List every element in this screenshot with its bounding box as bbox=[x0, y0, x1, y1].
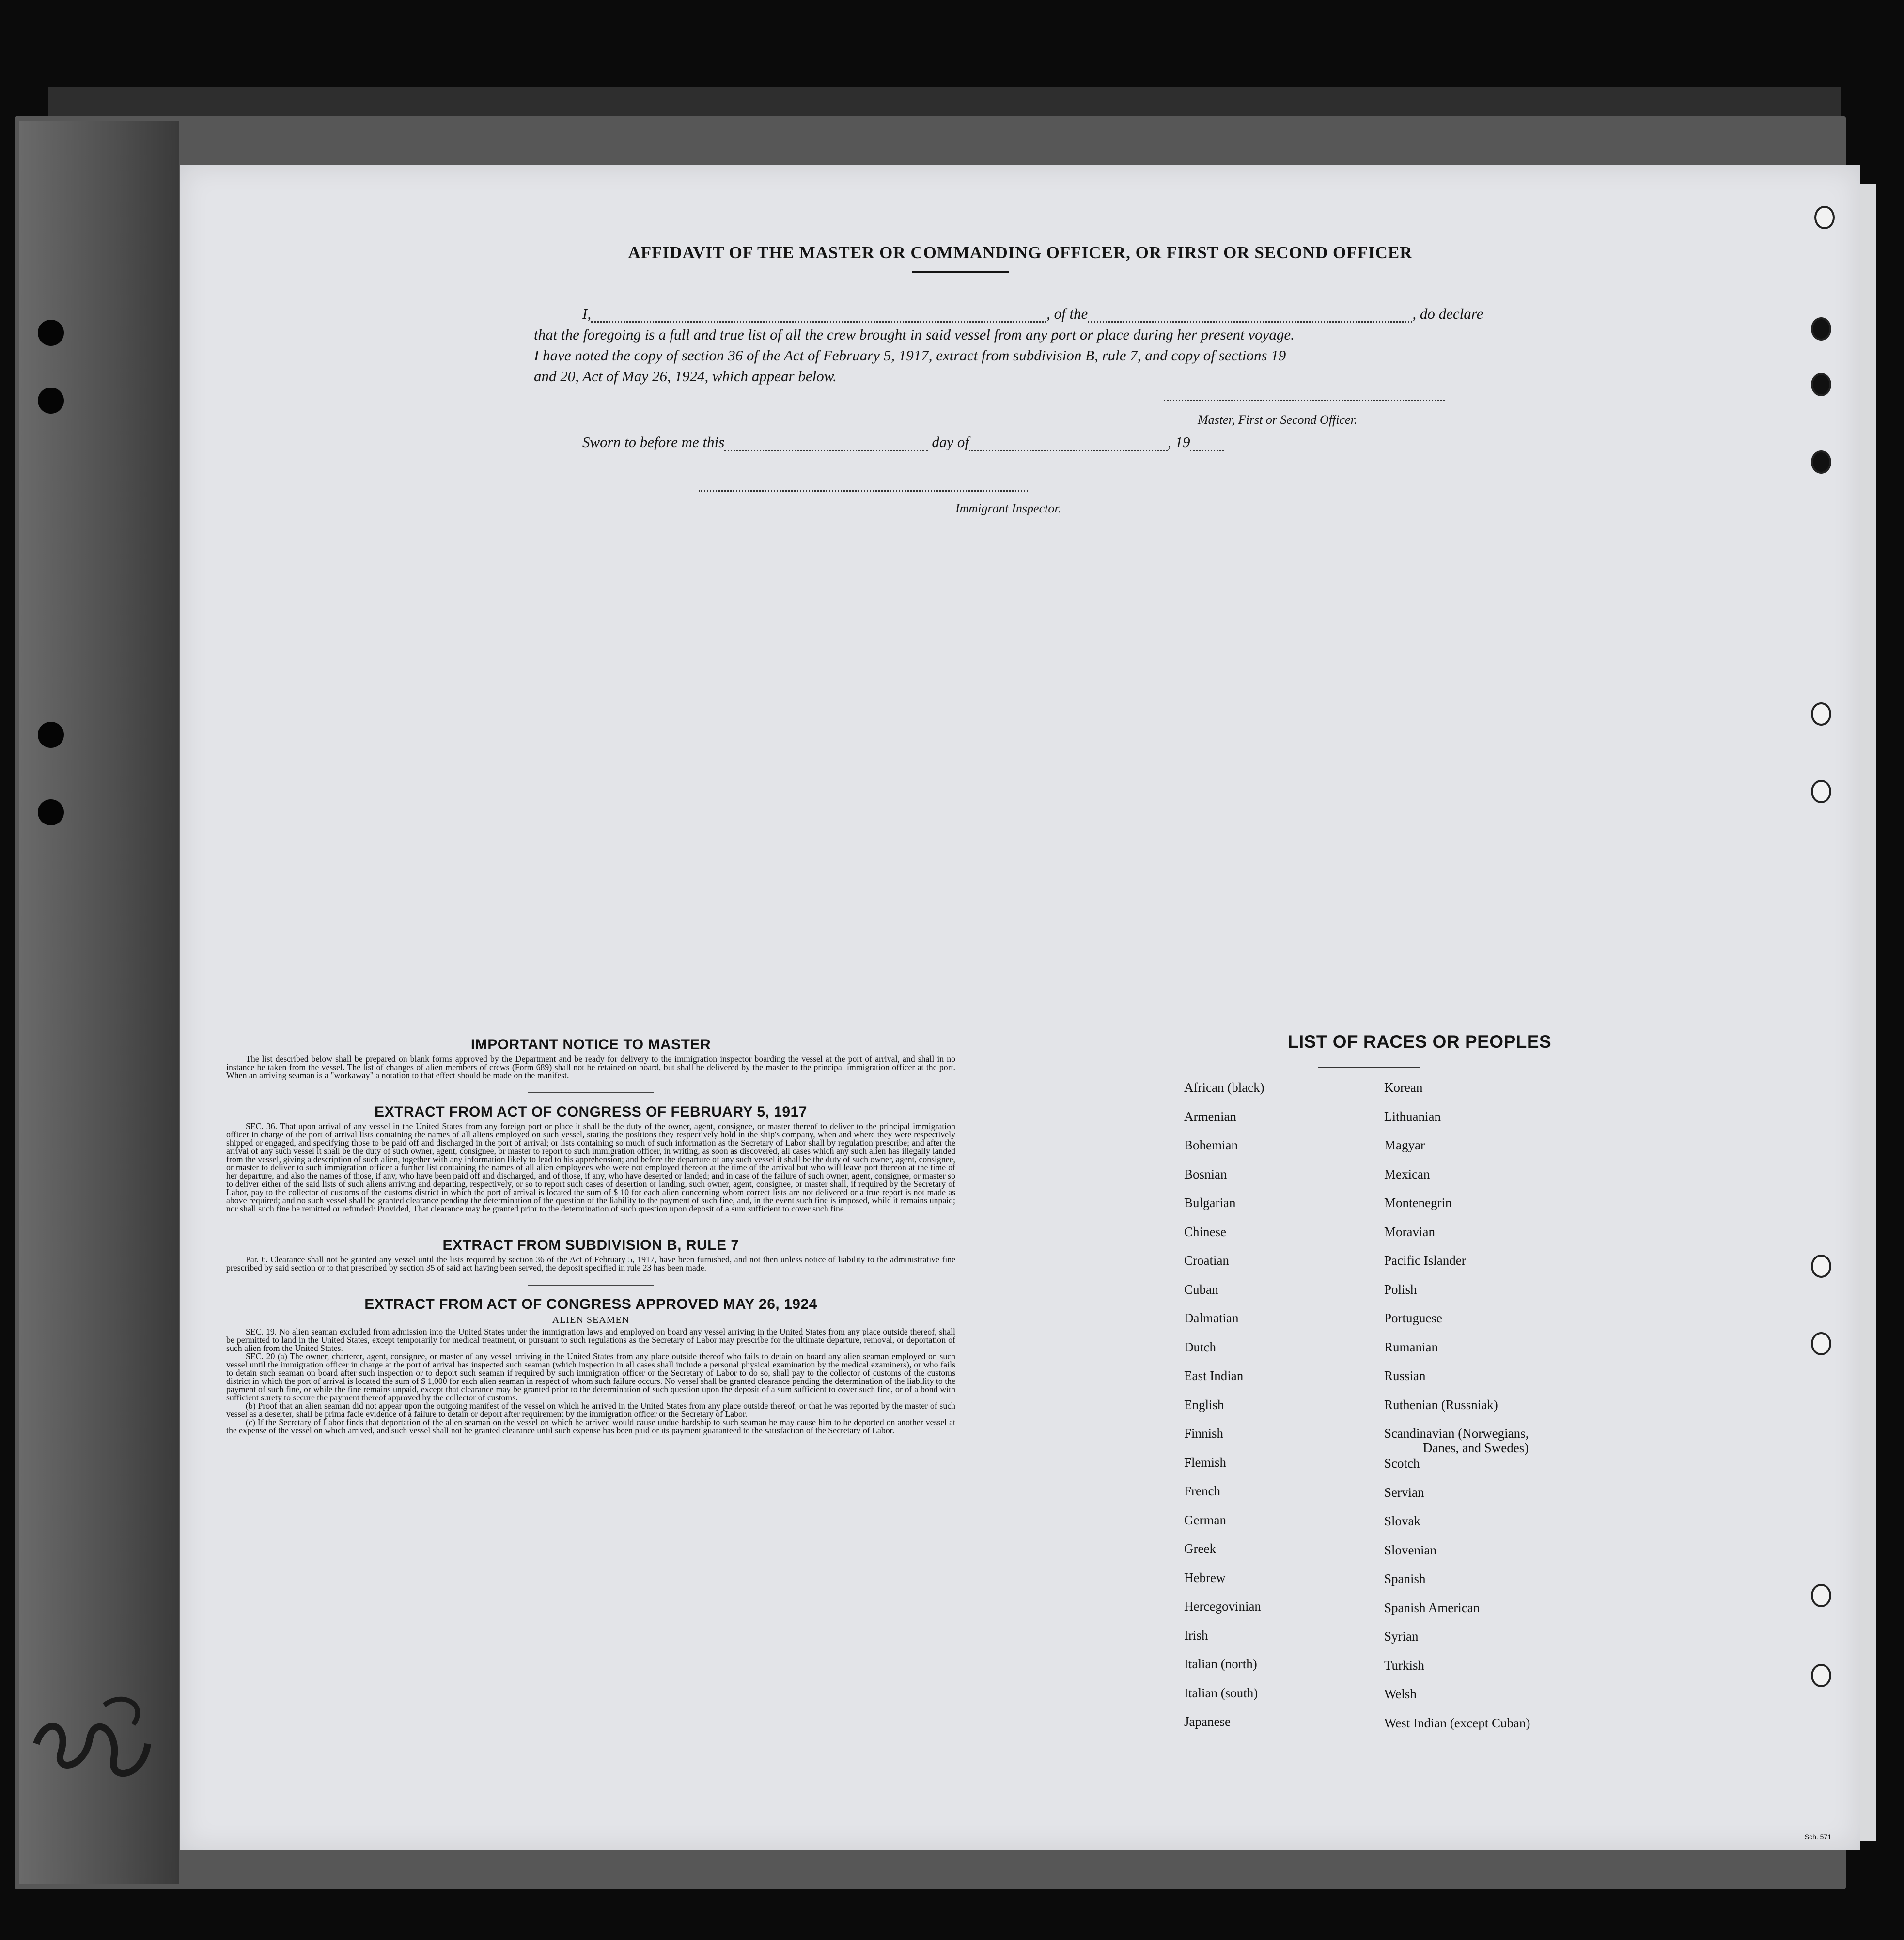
race-item: Rumanian bbox=[1384, 1340, 1438, 1354]
sec36-text: SEC. 36. That upon arrival of any vessel in the United States from any foreign port or place it shall be the duty of the owner, agent, consignee, or master thereof to deliver to the principal immigration officer in charge of the port of arrival lists containing the names of all aliens employed on such vessel, stating the positions they respectively hold in the ship's company, when and where they were respectively shipped or engaged, and specifying those to be paid off and discharged in the port of arrival; or lists containing so much of such information as the Secretary of Labor shall by regulation prescribe; and after the arrival of any such vessel it shall be the duty of such owner, agent, consignee, or master to report to such immigration officer, in writing, as soon as discovered, all cases which any such alien has illegally landed from the vessel, giving a description of such alien, together with any information likely to lead to his apprehension; and before the departure of any such vessel it shall be the duty of such owner, agent, consignee, or master to deliver to such immigration officer a further list containing the names of all alien employees who were not employed thereon at the time of the arrival but who will leave port thereon at the time of her departure, and also the names of those, if any, who have been paid off and discharged, and of those, if any, who have deserted or landed; and in case of the failure of such owner, agent, consignee, or master so to deliver either of the said lists of such aliens arriving and departing, respectively, or so to report such cases of desertion or landing, such owner, agent, consignee, or master shall, if required by the Secretary of Labor, pay to the collector of customs of the customs district in which the port of arrival is located the sum of $ 10 for each alien concerning whom correct lists are not delivered or a true report is not made as above required; and no such vessel shall be granted clearance pending the determination of the question of the liability to the payment of such fine, and, in the event such fine is imposed, while it remains unpaid; nor shall such fine be remitted or refunded: Provided, That clearance may be granted prior to the determination of such question upon deposit of a sum sufficient to cover such fine. bbox=[226, 1121, 955, 1213]
race-item: German bbox=[1184, 1513, 1226, 1527]
race-item: Japanese bbox=[1184, 1714, 1231, 1729]
punch-hole bbox=[38, 320, 64, 346]
race-item: Korean bbox=[1384, 1080, 1423, 1095]
of-the-label: , of the bbox=[1046, 305, 1088, 322]
race-item: Flemish bbox=[1184, 1455, 1227, 1470]
extract-1917-heading: EXTRACT FROM ACT OF CONGRESS OF FEBRUARY 5, 1917 bbox=[375, 1104, 807, 1120]
sec20b-text: (b) Proof that an alien seaman did not appear upon the outgoing manifest of the vessel on which he arrived in the United States from any place outside thereof, or that he was reported by the master of such vessel as a deserter, shall be prima facie evidence of a failure to detain or deport after requirement by the immigration officer or the Secretary of Labor. bbox=[226, 1401, 955, 1419]
race-item: Lithuanian bbox=[1384, 1109, 1441, 1124]
race-item: Ruthenian (Russniak) bbox=[1384, 1397, 1498, 1412]
par6-text: Par. 6. Clearance shall not be granted any vessel until the lists required by section 36 of the Act of February 5, 1917, have been furnished, and not then unless notice of liability to the administrative fine prescribed by said section or to that prescribed by section 35 of said act having been served, the deposit specified in rule 23 has been made. bbox=[226, 1255, 955, 1273]
race-item: Magyar bbox=[1384, 1138, 1425, 1152]
handwritten-mark bbox=[27, 1686, 187, 1792]
race-item: East Indian bbox=[1184, 1368, 1244, 1383]
edge-hole bbox=[1811, 1664, 1831, 1687]
sec19-text: SEC. 19. No alien seaman excluded from admission into the United States under the immigration laws and employed on board any vessel arriving in the United States from any place outside thereof, shall be permitted to land in the United States, except temporarily for medical treatment, or pursuant to such regulations as the Secretary of Labor may prescribe for the ultimate departure, removal, or deportation of such alien from the United States. bbox=[226, 1327, 955, 1353]
declaration-text: that the foregoing is a full and true list of all the crew brought in said vessel from any port or place during her present voyage. bbox=[534, 326, 1295, 343]
race-item: Moravian bbox=[1384, 1225, 1435, 1239]
races-underline bbox=[1318, 1067, 1420, 1068]
extract-1917-body bbox=[226, 1122, 955, 1213]
edge-hole bbox=[1811, 1584, 1831, 1607]
race-item: Spanish American bbox=[1384, 1600, 1480, 1615]
race-item: Hebrew bbox=[1184, 1570, 1226, 1585]
notice-heading: IMPORTANT NOTICE TO MASTER bbox=[470, 1037, 711, 1053]
inspector-signature-field[interactable] bbox=[699, 490, 1028, 492]
sec20a-text: SEC. 20 (a) The owner, charterer, agent, consignee, or master of any vessel arriving in the United States from any place outside thereof who fails to detain on board any alien seaman employed on such vessel until the immigration officer in charge at the port of arrival has inspected such seaman (which inspection in all cases shall include a personal physical examination by the medical examiners), or who fails to detain such seaman on board after such inspection or to deport such seaman if required by such immigration officer or the Secretary of Labor to do so, shall pay to the collector of customs of the customs district in which the port of arrival is located the sum of $ 1,000 for each alien seaman in respect of whom such failure occurs. No vessel shall be granted clearance pending the determination of the liability to the payment of such fine, or while the fine remains unpaid, except that clearance may be granted prior to the determination of such question upon the deposit of a sum sufficient to cover such fine, or of a bond with sufficient surety to secure the payment thereof approved by the collector of customs. bbox=[226, 1351, 955, 1402]
alien-seamen-subheading: ALIEN SEAMEN bbox=[552, 1315, 630, 1325]
race-item: West Indian (except Cuban) bbox=[1384, 1716, 1530, 1730]
form-page bbox=[180, 165, 1860, 1850]
punch-hole bbox=[38, 388, 64, 414]
race-item: Italian (south) bbox=[1184, 1686, 1258, 1700]
affidavit-title: AFFIDAVIT OF THE MASTER OR COMMANDING OFFICER, OR FIRST OR SECOND OFFICER bbox=[628, 243, 1413, 262]
edge-hole bbox=[1811, 1332, 1831, 1355]
edge-hole bbox=[1811, 1255, 1831, 1278]
race-item: Welsh bbox=[1384, 1687, 1417, 1701]
sworn-line bbox=[582, 434, 1513, 451]
race-item: Dalmatian bbox=[1184, 1311, 1239, 1325]
edge-hole bbox=[1814, 206, 1835, 229]
race-item: Montenegrin bbox=[1384, 1195, 1452, 1210]
name-field[interactable] bbox=[591, 308, 1046, 323]
title-underline bbox=[912, 271, 1009, 273]
sworn-day-field[interactable] bbox=[724, 436, 928, 451]
vessel-field[interactable] bbox=[1088, 308, 1412, 323]
race-item: French bbox=[1184, 1484, 1220, 1498]
race-item: Hercegovinian bbox=[1184, 1599, 1261, 1614]
notices-column bbox=[226, 1037, 955, 1435]
declaration-text: I have noted the copy of section 36 of the Act of February 5, 1917, extract from subdivision B, rule 7, and copy of sections 19 bbox=[534, 347, 1286, 364]
race-item: Servian bbox=[1384, 1485, 1424, 1500]
notice-text: The list described below shall be prepared on blank forms approved by the Department and be ready for delivery to the immigration inspector boarding the vessel at the port of arrival, and shall in no instance be taken from the vessel. The list of changes of alien members of crews (Form 689) shall not be retained on board, but shall be delivered by the master to the principal immigration officer at the port. When an arriving seaman is a "workaway" a notation to that effect should be made on the manifest. bbox=[226, 1054, 955, 1080]
race-item: Slovenian bbox=[1384, 1543, 1436, 1557]
race-item: Syrian bbox=[1384, 1629, 1419, 1644]
declaration-text: and 20, Act of May 26, 1924, which appear below. bbox=[534, 368, 837, 385]
rule7-heading: EXTRACT FROM SUBDIVISION B, RULE 7 bbox=[442, 1237, 739, 1253]
inspector-caption: Immigrant Inspector. bbox=[955, 501, 1061, 515]
sworn-month-field[interactable] bbox=[969, 436, 1168, 451]
schedule-code: Sch. 571 bbox=[1804, 1833, 1831, 1841]
race-item: Dutch bbox=[1184, 1340, 1216, 1354]
races-title: LIST OF RACES OR PEOPLES bbox=[1287, 1032, 1552, 1052]
race-item: Danes, and Swedes) bbox=[1423, 1441, 1529, 1455]
race-item: Turkish bbox=[1384, 1658, 1425, 1673]
extract-1924-heading: EXTRACT FROM ACT OF CONGRESS APPROVED MAY 26, 1924 bbox=[364, 1296, 817, 1312]
rule7-body bbox=[226, 1256, 955, 1272]
section-divider bbox=[528, 1285, 654, 1286]
race-item: Greek bbox=[1184, 1541, 1216, 1556]
race-item: Croatian bbox=[1184, 1253, 1229, 1268]
race-item: Russian bbox=[1384, 1368, 1426, 1383]
declaration-line bbox=[534, 305, 1483, 323]
race-item: Irish bbox=[1184, 1628, 1208, 1643]
race-item: Spanish bbox=[1384, 1571, 1426, 1586]
race-item: Italian (north) bbox=[1184, 1657, 1257, 1671]
declarant-prefix: I, bbox=[582, 305, 592, 322]
sworn-prefix: Sworn to before me this bbox=[582, 434, 725, 450]
binder-strip bbox=[19, 121, 179, 1884]
section-divider bbox=[528, 1092, 654, 1093]
race-item: Polish bbox=[1384, 1282, 1417, 1297]
race-item: Armenian bbox=[1184, 1109, 1236, 1124]
edge-hole bbox=[1811, 450, 1831, 474]
race-item: Chinese bbox=[1184, 1225, 1226, 1239]
edge-hole bbox=[1811, 317, 1831, 341]
race-item: Portuguese bbox=[1384, 1311, 1442, 1325]
declare-label: , do declare bbox=[1412, 305, 1483, 322]
master-caption: Master, First or Second Officer. bbox=[1198, 413, 1358, 427]
race-item: Bulgarian bbox=[1184, 1195, 1236, 1210]
day-of-label: day of bbox=[932, 434, 969, 450]
race-item: Bohemian bbox=[1184, 1138, 1238, 1152]
notice-body bbox=[226, 1055, 955, 1080]
race-item: Pacific Islander bbox=[1384, 1253, 1466, 1268]
race-item: African (black) bbox=[1184, 1080, 1264, 1095]
extract-1924-body bbox=[226, 1328, 955, 1435]
race-item: Bosnian bbox=[1184, 1167, 1227, 1181]
race-item: Scandinavian (Norwegians, bbox=[1384, 1426, 1529, 1441]
race-item: English bbox=[1184, 1397, 1224, 1412]
punch-hole bbox=[38, 799, 64, 825]
edge-hole bbox=[1811, 373, 1831, 396]
race-item: Cuban bbox=[1184, 1282, 1218, 1297]
race-item: Slovak bbox=[1384, 1514, 1421, 1528]
race-item: Scotch bbox=[1384, 1456, 1420, 1471]
master-signature-field[interactable] bbox=[1164, 400, 1445, 401]
race-item: Finnish bbox=[1184, 1426, 1224, 1441]
edge-hole bbox=[1811, 780, 1831, 803]
race-item: Mexican bbox=[1384, 1167, 1430, 1181]
punch-hole bbox=[38, 722, 64, 748]
sworn-year-field[interactable] bbox=[1190, 436, 1224, 451]
edge-hole bbox=[1811, 702, 1831, 726]
sec20c-text: (c) If the Secretary of Labor finds that deportation of the alien seaman on the vessel on which he arrived would cause undue hardship to such seaman he may cause him to be deported on another vessel at the expense of the vessel on which arrived, and such vessel shall not be granted clearance until such expense has been paid or its payment guaranteed to the satisfaction of the Secretary of Labor. bbox=[226, 1417, 955, 1435]
year-label: , 19 bbox=[1167, 434, 1190, 450]
